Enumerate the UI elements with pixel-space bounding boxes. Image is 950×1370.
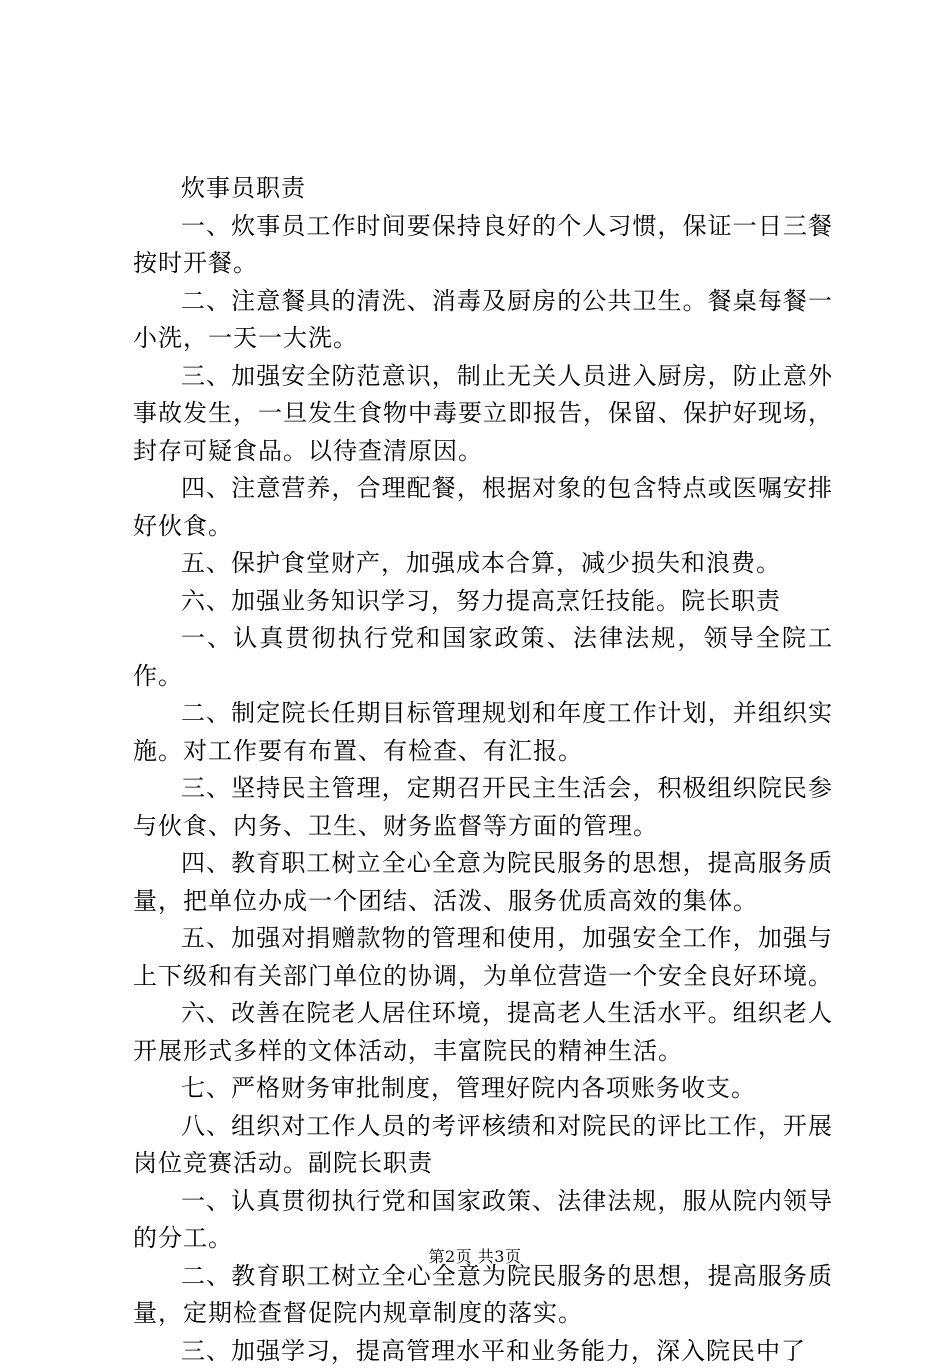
paragraph: 五、加强对捐赠款物的管理和使用，加强安全工作，加强与上下级和有关部门单位的协调，为单位营造一个安全良好环境。: [133, 920, 833, 995]
document-body: [133, 170, 833, 1370]
paragraph: 八、组织对工作人员的考评核绩和对院民的评比工作，开展岗位竞赛活动。副院长职责: [133, 1108, 833, 1183]
paragraph: 四、教育职工树立全心全意为院民服务的思想，提高服务质量，把单位办成一个团结、活泼、服务优质高效的集体。: [133, 845, 833, 920]
page-footer: [0, 1246, 950, 1268]
section-title-cook: 炊事员职责: [133, 170, 833, 208]
paragraph: 二、制定院长任期目标管理规划和年度工作计划，并组织实施。对工作要有布置、有检查、有汇报。: [133, 695, 833, 770]
paragraph: 三、坚持民主管理，定期召开民主生活会，积极组织院民参与伙食、内务、卫生、财务监督等方面的管理。: [133, 770, 833, 845]
page-number-label: 第2页 共3页: [429, 1247, 522, 1266]
paragraph: 三、加强学习，提高管理水平和业务能力，深入院民中了: [133, 1333, 833, 1370]
paragraph: 六、加强业务知识学习，努力提高烹饪技能。院长职责: [133, 583, 833, 621]
paragraph: 五、保护食堂财产，加强成本合算，减少损失和浪费。: [133, 545, 833, 583]
paragraph: 一、认真贯彻执行党和国家政策、法律法规，领导全院工作。: [133, 620, 833, 695]
paragraph: 四、注意营养，合理配餐，根据对象的包含特点或医嘱安排好伙食。: [133, 470, 833, 545]
paragraph: 六、改善在院老人居住环境，提高老人生活水平。组织老人开展形式多样的文体活动，丰富院民的精神生活。: [133, 995, 833, 1070]
paragraph: 一、炊事员工作时间要保持良好的个人习惯，保证一日三餐按时开餐。: [133, 208, 833, 283]
paragraph: 二、教育职工树立全心全意为院民服务的思想，提高服务质量，定期检查督促院内规章制度的落实。: [133, 1258, 833, 1333]
paragraph: 七、严格财务审批制度，管理好院内各项账务收支。: [133, 1070, 833, 1108]
paragraph: 一、认真贯彻执行党和国家政策、法律法规，服从院内领导的分工。: [133, 1183, 833, 1258]
paragraph: 三、加强安全防范意识，制止无关人员进入厨房，防止意外事故发生，一旦发生食物中毒要立即报告，保留、保护好现场，封存可疑食品。以待查清原因。: [133, 358, 833, 471]
paragraph: 二、注意餐具的清洗、消毒及厨房的公共卫生。餐桌每餐一小洗，一天一大洗。: [133, 283, 833, 358]
